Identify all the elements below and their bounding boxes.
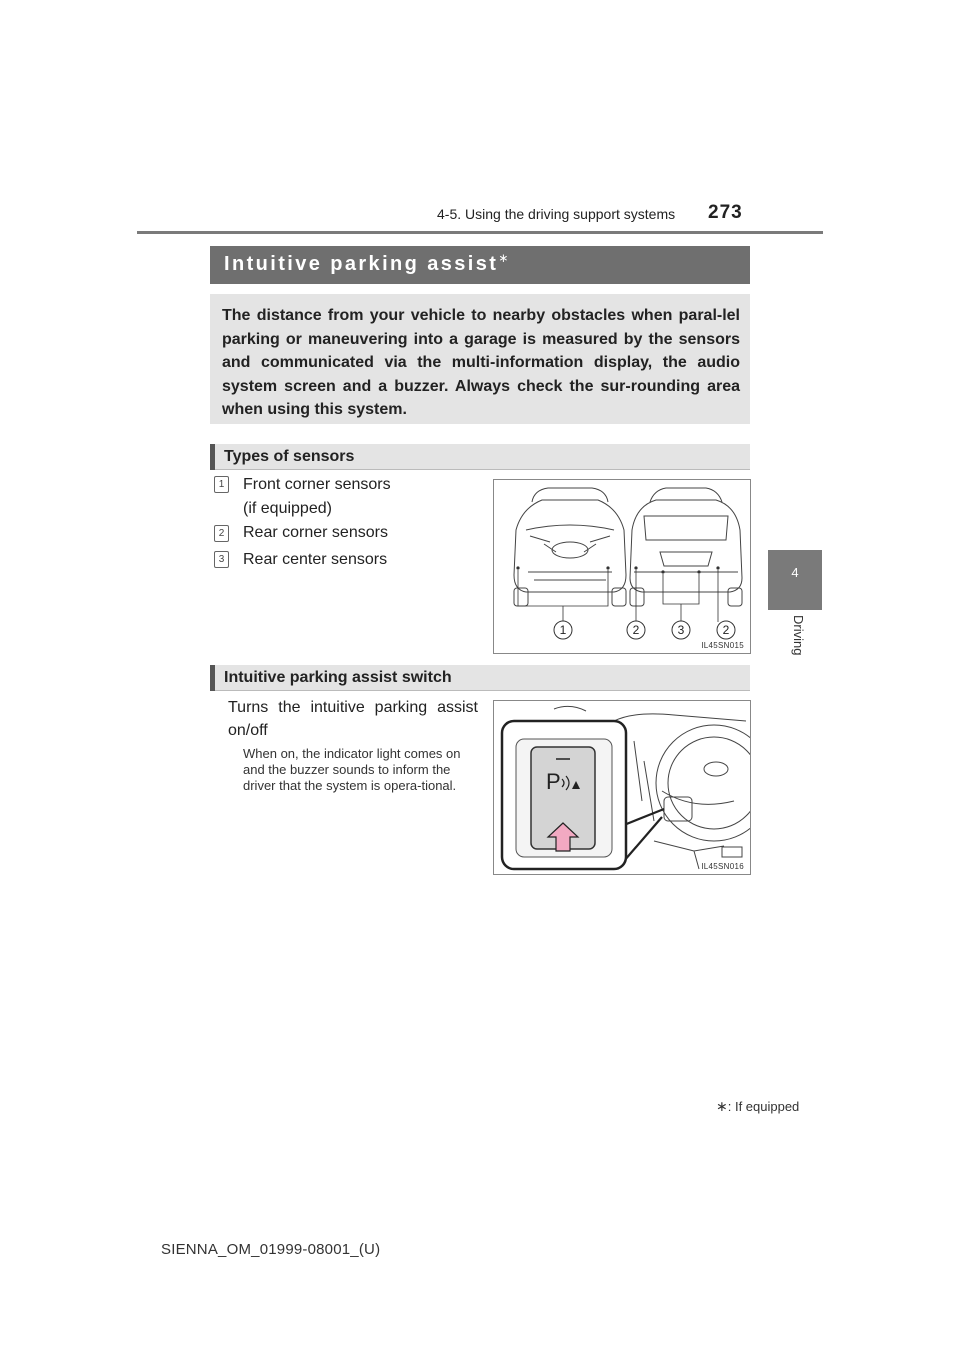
switch-description: Turns the intuitive parking assist on/off [228,699,478,739]
footnote-text: : If equipped [727,1099,800,1114]
page-title-text: Intuitive parking assist [224,253,499,275]
section-heading-sensors-text: Types of sensors [224,448,355,465]
footnote-asterisk: ∗ [716,1098,728,1114]
intro-box [210,294,750,424]
chapter-tab-label-wrap [768,615,822,675]
document-code: SIENNA_OM_01999-08001_(U) [161,1241,381,1258]
sensor-item-front-line1: Front corner sensors [243,476,391,493]
section-heading-switch-text: Intuitive parking assist switch [224,669,452,686]
sensor-location-figure [493,479,751,654]
callout-label: 2 [722,623,730,637]
vehicle-front-rear-illustration [494,480,750,653]
chapter-tab-label: Driving [791,615,806,656]
section-heading-switch [210,665,750,691]
title-asterisk: ∗ [498,251,509,265]
switch-note: When on, the indicator light comes on and the buzzer sounds to inform the driver that the system is opera-tional. [243,746,461,793]
figure-code: IL45SN015 [701,641,744,650]
heading-accent-bar [210,665,215,691]
item-number-badge: 1 [214,476,229,493]
chapter-tab-number: 4 [791,565,799,580]
section-heading-sensors [210,444,750,470]
chapter-tab [768,550,822,610]
footnote [716,1098,799,1115]
sensor-item-rear-corner: Rear corner sensors [243,524,388,541]
intro-text: The distance from your vehicle to nearby obstacles when paral-lel parking or maneuvering into a garage is measured by the sensors and communicated via the multi-information display, the audio system screen and a buzzer. Always check the sur-rounding area when using this system. [222,307,740,418]
heading-accent-bar [210,444,215,470]
sensor-item-rear-center: Rear center sensors [243,551,388,568]
callout-label: 2 [632,623,640,637]
switch-illustration [494,701,750,874]
callout-label: 3 [677,623,685,637]
page-title-bar [210,246,750,284]
switch-button-label: P [546,769,561,794]
header-divider [137,231,823,234]
switch-location-figure [493,700,751,875]
item-number-badge: 3 [214,551,229,568]
page-title [224,253,508,276]
sensor-item-front-line2: (if equipped) [243,500,332,517]
item-number-badge: 2 [214,525,229,542]
figure-code: IL45SN016 [701,862,744,871]
callout-label: 1 [559,623,567,637]
page-number: 273 [708,202,743,223]
section-reference: 4-5. Using the driving support systems [437,206,676,222]
